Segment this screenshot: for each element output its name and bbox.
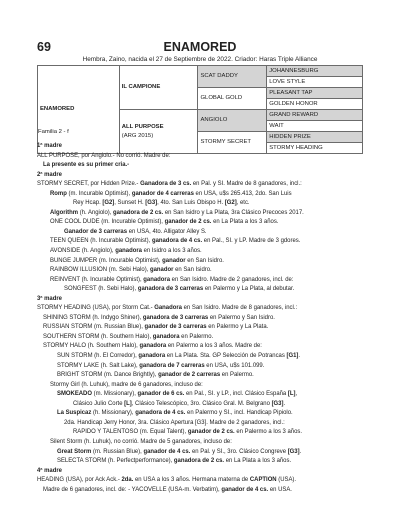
lot-number: 69 (37, 40, 51, 54)
text-line: SOUTHERN STORM (h. Southern Halo), ganadora en Palermo. (43, 333, 214, 340)
section-heading: 4ª madre (37, 467, 62, 474)
text-line: STORMY HALO (h. Southern Halo), ganadora en Palermo a los 3 años. Madre de: (43, 343, 262, 350)
text-line: Rey Hcap. [G2], Sunset H. [G3], 4to. San Luis Obispo H. [G2], etc. (73, 200, 250, 207)
text-line: Stormy Girl (h. Luhuk), madre de 6 ganadores, incluso de: (50, 381, 203, 388)
text-line: SONGFEST (h. Sebi Halo), ganadora de 3 carreras en Palermo y La Plata, al debutar. (64, 286, 295, 293)
pedigree-g4-5: GRAND REWARD (267, 110, 363, 121)
text-line: HEADING (USA), por Ack Ack.- 2da. en USA a los 3 años. Hermana materna de CAPTION (USA). (37, 477, 297, 484)
pedigree-dam-dam: STORMY SECRET (198, 132, 267, 154)
pedigree-g4-4: GOLDEN HONOR (267, 99, 363, 110)
pedigree-g4-2: LOVE STYLE (267, 77, 363, 88)
text-line: SMOKEADO (m. Missionary), ganador de 6 cs. en Pal., SI. y LP., incl. Clásico España [L], (57, 391, 298, 398)
text-line: STORMY SECRET, por Hidden Prize.- Ganadora de 3 cs. en Pal. y SI. Madre de 8 ganadores, incl.: (37, 181, 302, 188)
pedigree-g4-7: HIDDEN PRIZE (267, 132, 363, 143)
text-line: Ganador de 3 carreras en USA, 4to. Alligator Alley S. (64, 228, 207, 235)
section-heading: 1ª madre (37, 143, 62, 149)
text-line: AVONSIDE (h. Angiolo), ganadora en Isidro a los 3 años. (50, 248, 202, 255)
text-line: RAINBOW ILLUSION (m. Sebi Halo), ganador en San Isidro. (50, 267, 212, 274)
text-line: Silent Storm (h. Luhuk), no corrió. Madre de 5 ganadores, incluso de: (50, 438, 232, 445)
section-heading: 3ª madre (37, 295, 62, 302)
text-line: SELECTA STORM (h. Perfectperformance), ganadora de 2 cs. en La Plata a los 3 años. (57, 458, 292, 465)
pedigree-g4-8: STORMY HEADING (267, 143, 363, 154)
text-line: BRIGHT STORM (m. Dance Brightly), ganador de 2 carreras en Palermo. (57, 372, 254, 379)
text-line: RAPIDO Y TALENTOSO (m. Equal Talent), ganador de 2 cs. en Palermo a los 3 años. (73, 429, 303, 436)
text-line: Madre de 6 ganadores, incl. de: - YACOVELLE (USA-m. Verbatim), ganador de 4 cs. en USA. (43, 486, 292, 493)
horse-name: ENAMORED (163, 40, 237, 54)
pedigree-g4-3: PLEASANT TAP (267, 88, 363, 99)
pedigree-g4-6: WAIT (267, 121, 363, 132)
pedigree-subject: ENAMORED (38, 66, 120, 154)
text-line: RUSSIAN STORM (m. Russian Blue), ganador de 3 carreras en Palermo y La Plata. (43, 324, 269, 331)
text-line: ONE COOL DUDE (m. Incurable Optimist), ganador de 2 cs. en La Plata a los 3 años. (50, 219, 279, 226)
horse-description: Hembra, Zaino, nacida el 27 de Septiembre de 2022. Criador: Haras Triple Alliance (82, 56, 318, 63)
text-line: REINVENT (h. Incurable Optimist), ganadora en San Isidro. Madre de 2 ganadores, incl. de: (50, 276, 294, 283)
text-line: Romp (m. Incurable Optimist), ganador de 4 carreras en USA, u$s 265.413, 2do. San Luis (50, 190, 292, 197)
pedigree-table (37, 65, 363, 154)
pedigree-family: Familia 2 - f (38, 129, 69, 135)
text-line: 2da. Handicap Jerry Honor, 3ra. Clásico Apertura [G3]. Madre de 2 ganadores, incl.: (64, 419, 285, 426)
text-line: La presente es su primer cria.- (43, 162, 130, 169)
pedigree-dam: ALL PURPOSE (ARG 2015) (119, 110, 198, 154)
pedigree-notes (37, 142, 367, 495)
text-line: BUNGE JUMPER (m. Incurable Optimist), ganador en San Isidro. (50, 257, 224, 264)
text-line: STORMY LAKE (h. Salt Lake), ganadora de 7 carreras en USA, u$s 101.099. (57, 362, 265, 369)
text-line: La Suspicaz (h. Missionary), ganadora de 4 cs. en Palermo y SI., incl. Handicap Pipiolo. (57, 410, 293, 417)
pedigree-sire: IL CAMPIONE (119, 66, 198, 110)
pedigree-sire-sire: SCAT DADDY (198, 66, 267, 88)
text-line: Algorithm (h. Angiolo), ganadora de 2 cs. en San Isidro y La Plata, 3ra Clásico Precoces 2017. (50, 209, 304, 216)
pedigree-g4-1: JOHANNESBURG (267, 66, 363, 77)
text-line: Clásico Julio Corte [L], Clásico Telescópico, 3ro. Clásico Gral. M. Belgrano [G3]. (73, 400, 286, 407)
pedigree-sire-dam: GLOBAL GOLD (198, 88, 267, 110)
text-line: SUN STORM (h. El Corredor), ganadora en La Plata. Sta. GP Selección de Potrancas [G1]. (57, 353, 301, 360)
text-line: STORMY HEADING (USA), por Storm Cat.- Ganadora en San Isidro. Madre de 8 ganadores, incl.: (37, 305, 298, 312)
pedigree-dam-sire: ANGIOLO (198, 110, 267, 132)
text-line: ALL PURPOSE, por Angiolo.- No corrió. Madre de: (37, 152, 171, 159)
text-line: Great Storm (m. Russian Blue), ganador de 4 cs. en Pal. y SI., 3ro. Clásico Congreve [G3]. (57, 448, 302, 455)
text-line: TEEN QUEEN (h. Incurable Optimist), ganadora de 4 cs. en Pal., SI. y LP. Madre de 3 gdores. (50, 238, 301, 245)
text-line: SHINING STORM (h. Indygo Shiner), ganadora de 3 carreras en Palermo y San Isidro. (43, 314, 275, 321)
section-heading: 2ª madre (37, 171, 62, 178)
